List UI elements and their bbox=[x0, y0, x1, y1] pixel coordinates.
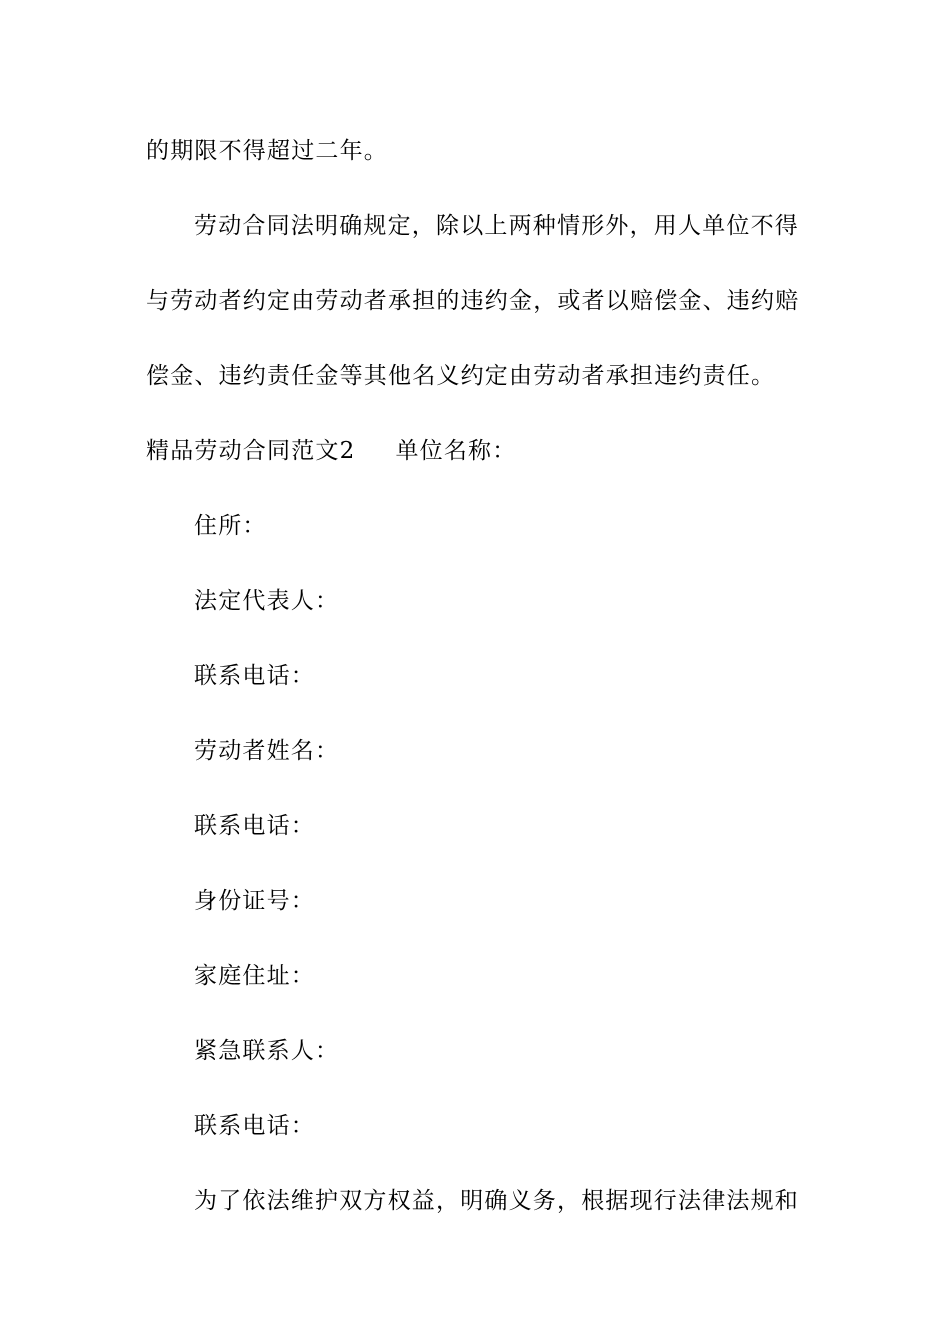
paragraph-line: 劳动合同法明确规定，除以上两种情形外，用人单位不得 bbox=[194, 213, 799, 239]
section-heading-line bbox=[146, 436, 826, 466]
field-label-phone: 联系电话： bbox=[194, 813, 315, 839]
paragraph-line: 为了依法维护双方权益，明确义务，根据现行法律法规和 bbox=[194, 1188, 799, 1214]
field-label-phone: 联系电话： bbox=[194, 1113, 315, 1139]
field-label-home-address: 家庭住址： bbox=[194, 963, 315, 989]
paragraph-continuation: 的期限不得超过二年。 bbox=[146, 138, 388, 164]
field-label-company-name: 单位名称： bbox=[395, 438, 517, 464]
field-label-phone: 联系电话： bbox=[194, 663, 315, 689]
paragraph-line: 偿金、违约责任金等其他名义约定由劳动者承担违约责任。 bbox=[146, 363, 776, 389]
field-label-address: 住所： bbox=[194, 513, 267, 539]
field-label-legal-representative: 法定代表人： bbox=[194, 588, 340, 614]
paragraph-line: 与劳动者约定由劳动者承担的违约金，或者以赔偿金、违约赔 bbox=[146, 288, 800, 314]
field-label-worker-name: 劳动者姓名： bbox=[194, 738, 340, 764]
field-label-emergency-contact: 紧急联系人： bbox=[194, 1038, 340, 1064]
section-title: 精品劳动合同范文2 bbox=[146, 438, 356, 464]
field-label-id-number: 身份证号： bbox=[194, 888, 315, 914]
